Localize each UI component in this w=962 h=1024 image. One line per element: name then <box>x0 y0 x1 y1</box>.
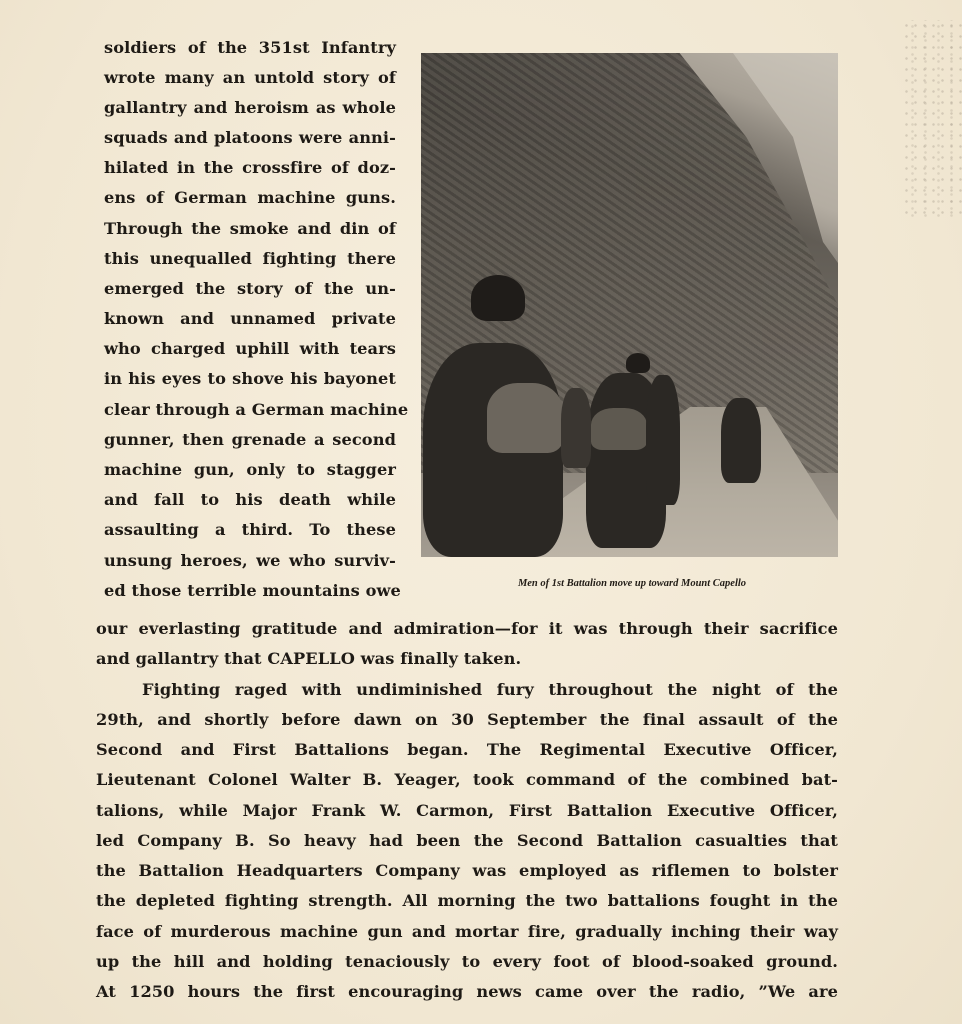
pack <box>487 383 563 453</box>
page-blemish <box>902 20 962 220</box>
text-line: machine gun, only to stagger <box>104 460 396 479</box>
text-line: emerged the story of the un- <box>104 279 396 298</box>
text-line: 29th, and shortly before dawn on 30 September the final assault of the <box>96 710 838 729</box>
soldier-figure <box>561 388 591 468</box>
text-line: and fall to his death while <box>104 490 396 509</box>
text-line: Fighting raged with undiminished fury throughout the night of the <box>142 680 838 699</box>
text-line: talions, while Major Frank W. Carmon, First Battalion Executive Officer, <box>96 801 838 820</box>
helmet <box>471 275 525 321</box>
text-line: clear through a German machine <box>104 400 409 419</box>
text-line: hilated in the crossfire of doz- <box>104 158 396 177</box>
text-line: soldiers of the 351st Infantry <box>104 38 396 57</box>
text-line: known and unnamed private <box>104 309 396 328</box>
text-line: At 1250 hours the first encouraging news came over the radio, ”We are <box>96 982 838 1001</box>
text-line: gunner, then grenade a second <box>104 430 396 449</box>
pack <box>591 408 647 450</box>
text-line: ed those terrible mountains owe <box>104 581 401 600</box>
soldier-figure <box>721 398 761 483</box>
text-line: our everlasting gratitude and admiration—for it was through their sacrifice <box>96 619 838 638</box>
photo-caption: Men of 1st Battalion move up toward Mount Capello <box>517 578 747 589</box>
text-line: assaulting a third. To these <box>104 520 396 539</box>
text-line: gallantry and heroism as whole <box>104 98 396 117</box>
text-line: ens of German machine guns. <box>104 188 396 207</box>
text-line: who charged uphill with tears <box>104 339 396 358</box>
soldier-figure <box>646 375 680 505</box>
text-line: up the hill and holding tenaciously to every foot of blood-soaked ground. <box>96 952 838 971</box>
text-line: and gallantry that CAPELLO was finally taken. <box>96 649 522 668</box>
text-line: Through the smoke and din of <box>104 219 396 238</box>
text-line: the Battalion Headquarters Company was employed as riflemen to bolster <box>96 861 838 880</box>
text-line: the depleted fighting strength. All morning the two battalions fought in the <box>96 891 838 910</box>
text-line: led Company B. So heavy had been the Second Battalion casualties that <box>96 831 838 850</box>
text-line: this unequalled fighting there <box>104 249 396 268</box>
helmet <box>626 353 650 373</box>
text-line: Lieutenant Colonel Walter B. Yeager, took command of the combined bat- <box>96 770 838 789</box>
text-line: in his eyes to shove his bayonet <box>104 369 396 388</box>
text-line: unsung heroes, we who surviv- <box>104 551 396 570</box>
text-line: wrote many an untold story of <box>104 68 396 87</box>
text-line: Second and First Battalions began. The Regimental Executive Officer, <box>96 740 838 759</box>
photo-soldiers-mountain-road <box>421 53 838 557</box>
text-line: face of murderous machine gun and mortar fire, gradually inching their way <box>96 922 838 941</box>
text-line: squads and platoons were anni- <box>104 128 396 147</box>
